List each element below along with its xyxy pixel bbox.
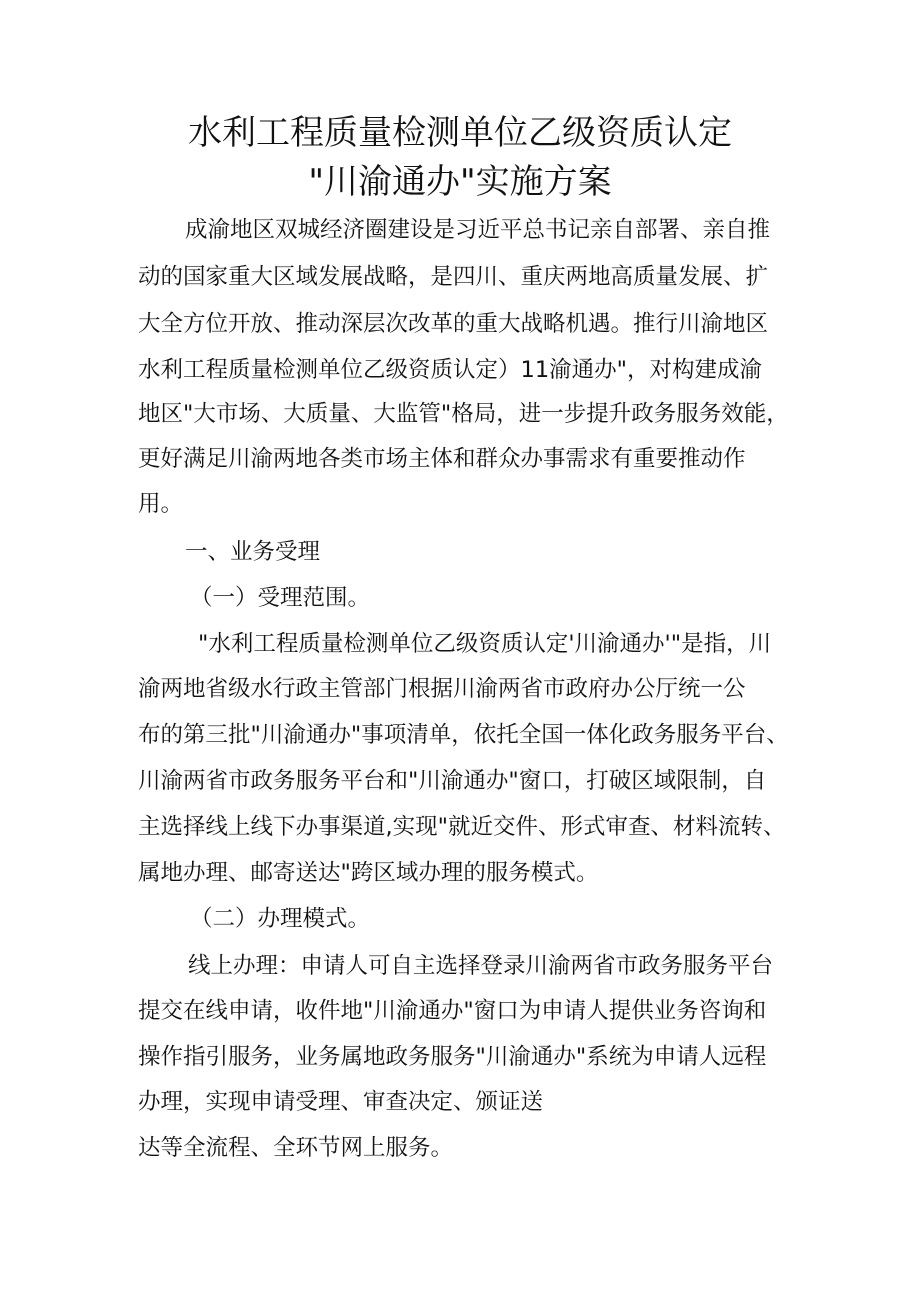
intro-line-4: 水利工程质量检测单位乙级资质认定）11渝通办"，对构建成渝 (138, 357, 762, 383)
scope-line-3: 布的第三批"川渝通办"事项清单，依托全国一体化政务服务平台、 (138, 722, 789, 748)
intro-line-2: 动的国家重大区域发展战略，是四川、重庆两地高质量发展、扩 (138, 264, 769, 290)
scope-line-6: 属地办理、邮寄送达"跨区域办理的服务模式。 (138, 860, 599, 886)
scope-line-5: 主选择线上线下办事渠道,实现"就近交件、形式审查、材料流转、 (138, 814, 786, 840)
intro-line-1: 成渝地区双城经济圈建设是习近平总书记亲自部署、亲自推 (185, 217, 771, 243)
mode-line-5: 达等全流程、全环节网上服务。 (138, 1135, 454, 1161)
scope-line-4: 川渝两省市政务服务平台和"川渝通办"窗口，打破区域限制，自 (138, 768, 767, 794)
scope-line-2: 渝两地省级水行政主管部门根据川渝两省市政府办公厅统一公 (138, 676, 746, 702)
intro-line-5: 地区"大市场、大质量、大监管"格局，进一步提升政务服务效能， (138, 401, 789, 427)
intro-line-6: 更好满足川渝两地各类市场主体和群众办事需求有重要推动作 (138, 446, 746, 472)
mode-line-2: 提交在线申请，收件地"川渝通办"窗口为申请人提供业务咨询和 (138, 998, 767, 1024)
section-heading-business-acceptance: 一、业务受理 (185, 539, 321, 565)
subsection-heading-mode: （二）办理模式。 (190, 906, 371, 932)
subsection-heading-scope: （一）受理范围。 (190, 585, 371, 611)
mode-line-1: 线上办理：申请人可自主选择登录川渝两省市政务服务平台 (188, 953, 774, 979)
mode-line-4: 办理，实现申请受理、审查决定、颁证送 (138, 1089, 544, 1115)
mode-line-3: 操作指引服务，业务属地政务服务"川渝通办"系统为申请人远程 (138, 1044, 767, 1070)
document-title-line-2: "川渝通办"实施方案 (308, 162, 612, 202)
scope-line-1: "水利工程质量检测单位乙级资质认定'川渝通办'"是指，川 (198, 631, 772, 657)
document-title-line-1: 水利工程质量检测单位乙级资质认定 (188, 113, 732, 153)
intro-line-3: 大全方位开放、推动深层次改革的重大战略机遇。推行川渝地区 (138, 311, 769, 337)
intro-line-7: 用。 (138, 491, 184, 517)
